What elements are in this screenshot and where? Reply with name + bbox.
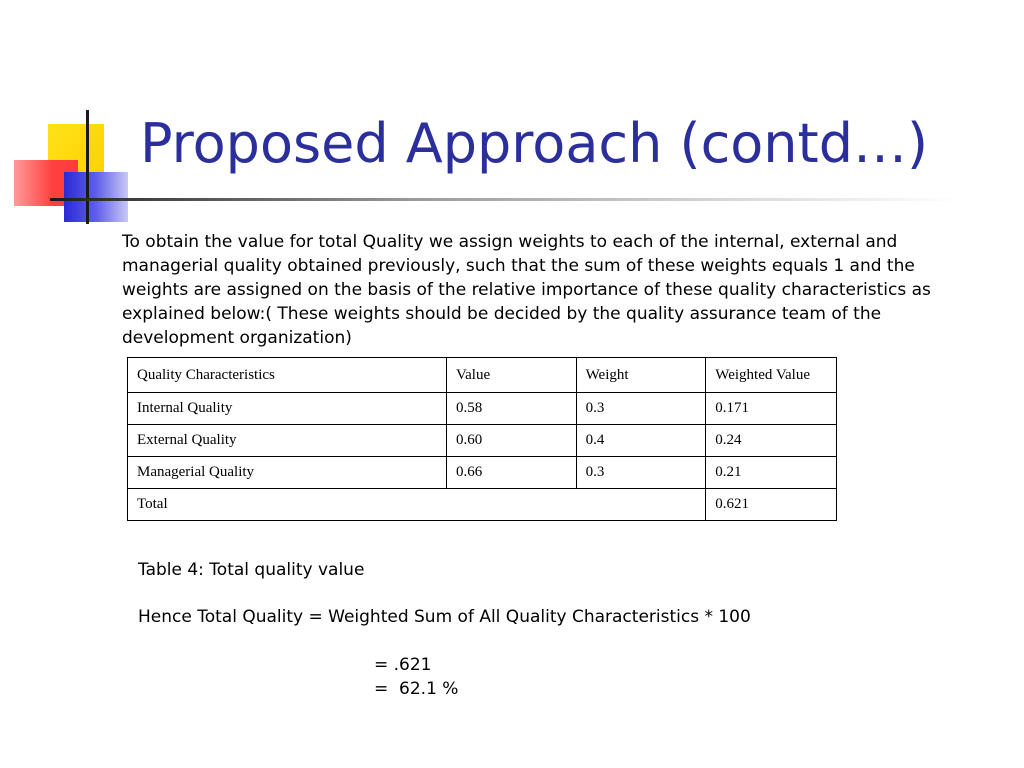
decorative-vertical-line — [86, 110, 89, 224]
table-cell: 0.21 — [706, 457, 837, 489]
table-total-label: Total — [128, 489, 706, 521]
table-caption: Table 4: Total quality value — [138, 560, 365, 580]
table-cell: Internal Quality — [128, 393, 447, 425]
table-row — [128, 457, 837, 489]
table-header-cell: Quality Characteristics — [128, 358, 447, 393]
table-cell: 0.60 — [446, 425, 576, 457]
table-cell: 0.58 — [446, 393, 576, 425]
result-line-2: = 62.1 % — [374, 679, 459, 699]
decorative-blue-rectangle — [64, 172, 128, 222]
quality-table — [127, 357, 837, 521]
table-header-cell: Value — [446, 358, 576, 393]
slide-title: Proposed Approach (contd…) — [140, 112, 929, 175]
table-cell: Managerial Quality — [128, 457, 447, 489]
table-cell: 0.66 — [446, 457, 576, 489]
table-cell: 0.24 — [706, 425, 837, 457]
table-cell: External Quality — [128, 425, 447, 457]
result-line-1: = .621 — [374, 655, 432, 675]
table-row — [128, 393, 837, 425]
table-cell: 0.171 — [706, 393, 837, 425]
intro-paragraph: To obtain the value for total Quality we assign weights to each of the internal, external and managerial quality obtained previously, such that the sum of these weights equals 1 and the weights are assigned on the basis of the relative importance of these quality characteristics as explained below:( These weights should be decided by the quality assurance team of the development organization) — [122, 232, 931, 348]
table-header-cell: Weighted Value — [706, 358, 837, 393]
decorative-title-underline — [50, 198, 960, 201]
table-header-cell: Weight — [576, 358, 706, 393]
table-total-row — [128, 489, 837, 521]
formula-text: Hence Total Quality = Weighted Sum of All Quality Characteristics * 100 — [138, 607, 751, 627]
table-cell: 0.4 — [576, 425, 706, 457]
table-header-row — [128, 358, 837, 393]
table-cell: 0.3 — [576, 393, 706, 425]
table-row — [128, 425, 837, 457]
table-cell: 0.3 — [576, 457, 706, 489]
table-total-value: 0.621 — [706, 489, 837, 521]
